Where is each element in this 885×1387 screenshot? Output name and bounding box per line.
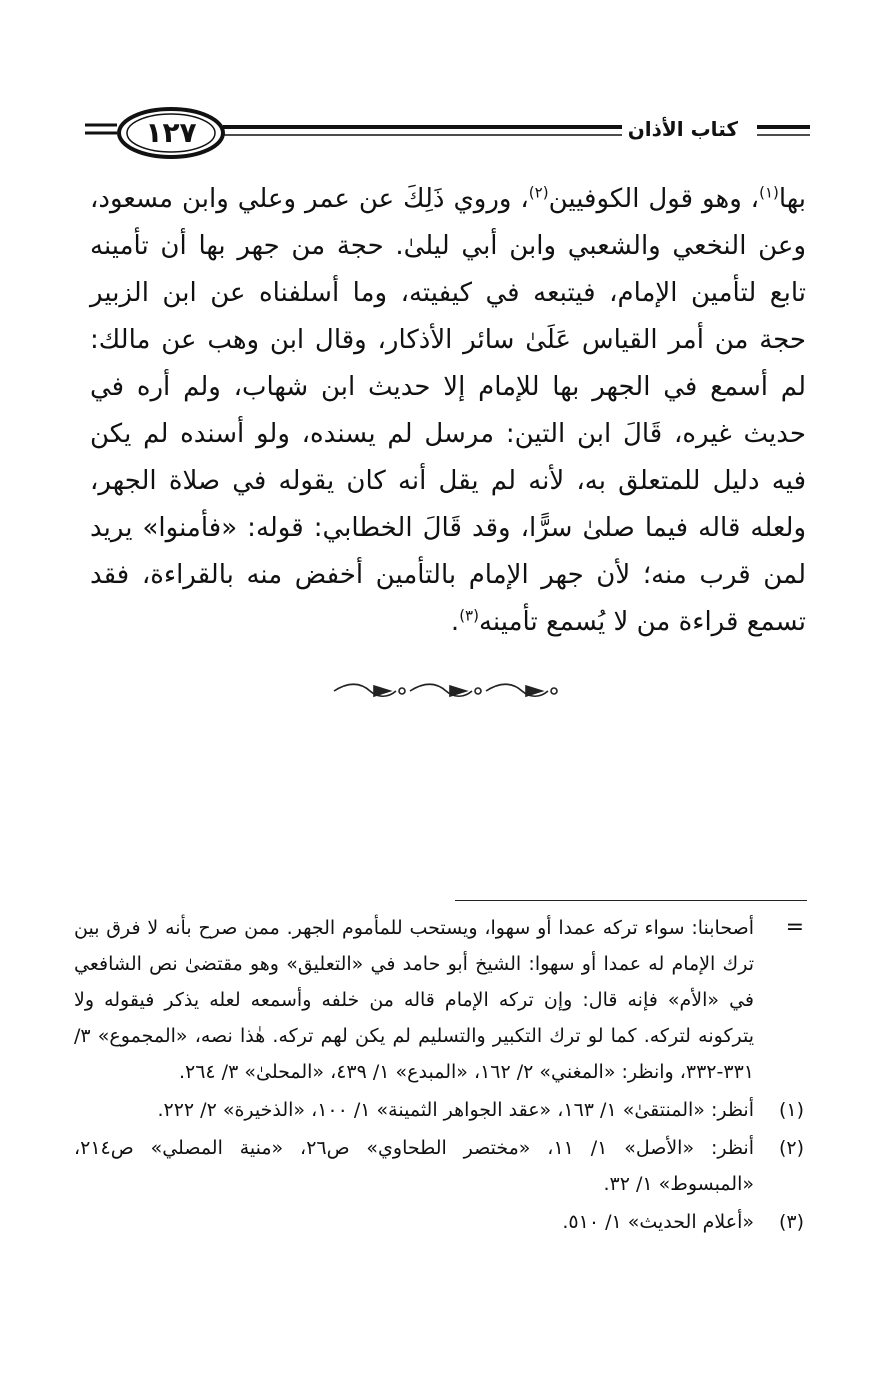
footnote-2 (74, 1130, 804, 1202)
running-header (85, 100, 810, 170)
footnote-3 (74, 1204, 804, 1240)
text-segment: . (450, 607, 460, 637)
text-segment: بها (778, 184, 807, 214)
footnote-number: (٣) (778, 1211, 804, 1233)
page-number: ١٢٧ (145, 116, 197, 149)
footnote-text: «أعلام الحديث» ١/ ٥١٠. (562, 1211, 754, 1233)
continuation-mark: = (785, 915, 804, 940)
text-segment: ، وروي ذَلِكَ عن عمر وعلي وابن مسعود، وعن النخعي والشعبي وابن أبي ليلىٰ. حجة من جهر بها أن تأمينه تابع لتأمين الإمام، فيتبعه في كيفيته، وما أسلفناه عن ابن الزبير حجة من أمر القياس عَلَىٰ سائر الأذكار، وقال ابن وهب عن مالك: لم أسمع في الجهر بها للإمام إلا حديث ابن شهاب، ولم أره في حديث غيره، قَالَ ابن التين: مرسل لم يسنده، ولو أسنده لم يكن فيه دليل للمتعلق به، لأنه لم يقل أنه كان يقوله في صلاة الجهر، ولعله قاله فيما صلىٰ سرًّا، وقد قَالَ الخطابي: قوله: «فأمنوا» يريد لمن قرب منه؛ لأن جهر الإمام بالتأمين أخفض منه بالقراءة، فقد تسمع قراءة من لا يُسمع تأمينه (90, 184, 806, 637)
footnote-ref-2: (٢) (528, 183, 549, 202)
main-paragraph (90, 176, 806, 646)
ornament-divider (330, 680, 560, 702)
footnote-ref-3: (٣) (459, 606, 479, 625)
chapter-title: كتاب الأذان (622, 114, 744, 144)
footnote-number: (٢) (778, 1137, 804, 1159)
footnote-1 (74, 1092, 804, 1128)
text-segment: ، وهو قول الكوفيين (548, 184, 760, 214)
footnote-separator (455, 900, 807, 901)
footnote-ref-1: (١) (759, 183, 779, 202)
footnote-text: أصحابنا: سواء تركه عمدا أو سهوا، ويستحب للمأموم الجهر. ممن صرح بأنه لا فرق بين ترك الإمام له عمدا أو سهوا: الشيخ أبو حامد في «التعليق» وهو مقتضىٰ نص الشافعي في «الأم» فإنه قال: وإن تركه الإمام قاله من خلفه وأسمعه لعله يذكر فيقوله ولا يتركونه لتركه. كما لو ترك التكبير والتسليم لم يكن لهم تركه. هٰذا نصه، «المجموع» ٣/ ٣٣١-٣٣٢، وانظر: «المغني» ٢/ ١٦٢، «المبدع» ١/ ٤٣٩، «المحلىٰ» ٣/ ٢٦٤. (74, 917, 754, 1083)
footnote-text: أنظر: «الأصل» ١/ ١١، «مختصر الطحاوي» ص٢٦، «منية المصلي» ص٢١٤، «المبسوط» ١/ ٣٢. (74, 1137, 754, 1195)
main-text (90, 176, 806, 646)
footnote-number: (١) (778, 1099, 804, 1121)
footnote-continuation (74, 910, 804, 1090)
footnotes (74, 910, 804, 1242)
footnote-text: أنظر: «المنتقىٰ» ١/ ١٦٣، «عقد الجواهر الثمينة» ١/ ١٠٠، «الذخيرة» ٢/ ٢٢٢. (157, 1099, 754, 1121)
